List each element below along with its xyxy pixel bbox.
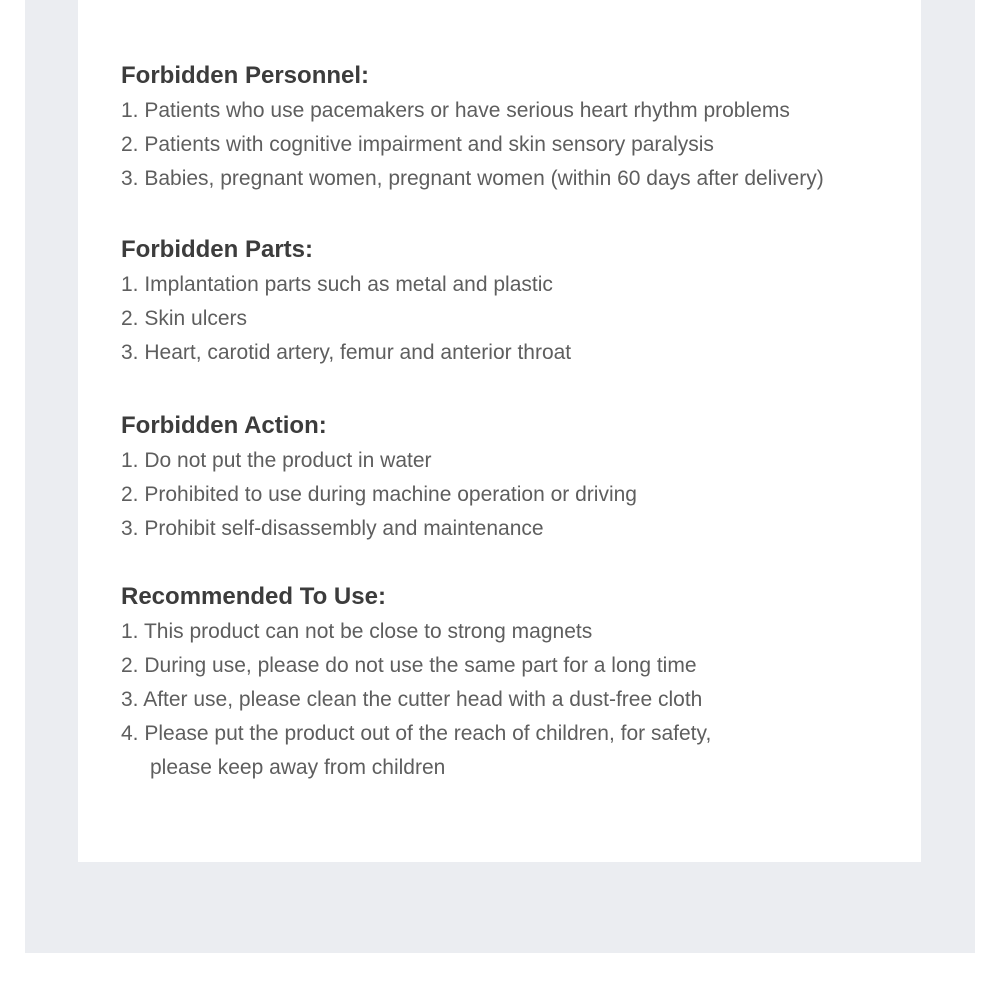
section-title: Forbidden Personnel:: [121, 62, 370, 89]
list-item: 1. Patients who use pacemakers or have serious heart rhythm problems: [121, 99, 790, 122]
list-item: 2. Prohibited to use during machine operation or driving: [121, 483, 637, 506]
list-item: 3. After use, please clean the cutter head with a dust-free cloth: [121, 688, 703, 711]
section-title: Recommended To Use:: [121, 583, 386, 610]
list-item: 3. Babies, pregnant women, pregnant women (within 60 days after delivery): [121, 167, 824, 190]
list-item: 3. Prohibit self-disassembly and maintenance: [121, 517, 544, 540]
list-item: 2. Patients with cognitive impairment and skin sensory paralysis: [121, 133, 714, 156]
section-forbidden-personnel: [121, 62, 921, 196]
section-recommended-to-use: [121, 583, 921, 785]
list-item: 4. Please put the product out of the reach of children, for safety,: [121, 722, 712, 745]
section-title: Forbidden Parts:: [121, 236, 314, 263]
list-item: 1. Implantation parts such as metal and plastic: [121, 273, 553, 296]
list-item-continuation: please keep away from children: [150, 756, 446, 779]
section-title: Forbidden Action:: [121, 412, 327, 439]
section-forbidden-action: [121, 412, 921, 546]
list-item: 2. Skin ulcers: [121, 307, 248, 330]
list-item: 3. Heart, carotid artery, femur and anterior throat: [121, 341, 572, 364]
list-item: 1. This product can not be close to strong magnets: [121, 620, 593, 643]
list-item: 1. Do not put the product in water: [121, 449, 432, 472]
list-item: 2. During use, please do not use the same part for a long time: [121, 654, 697, 677]
section-forbidden-parts: [121, 236, 921, 370]
